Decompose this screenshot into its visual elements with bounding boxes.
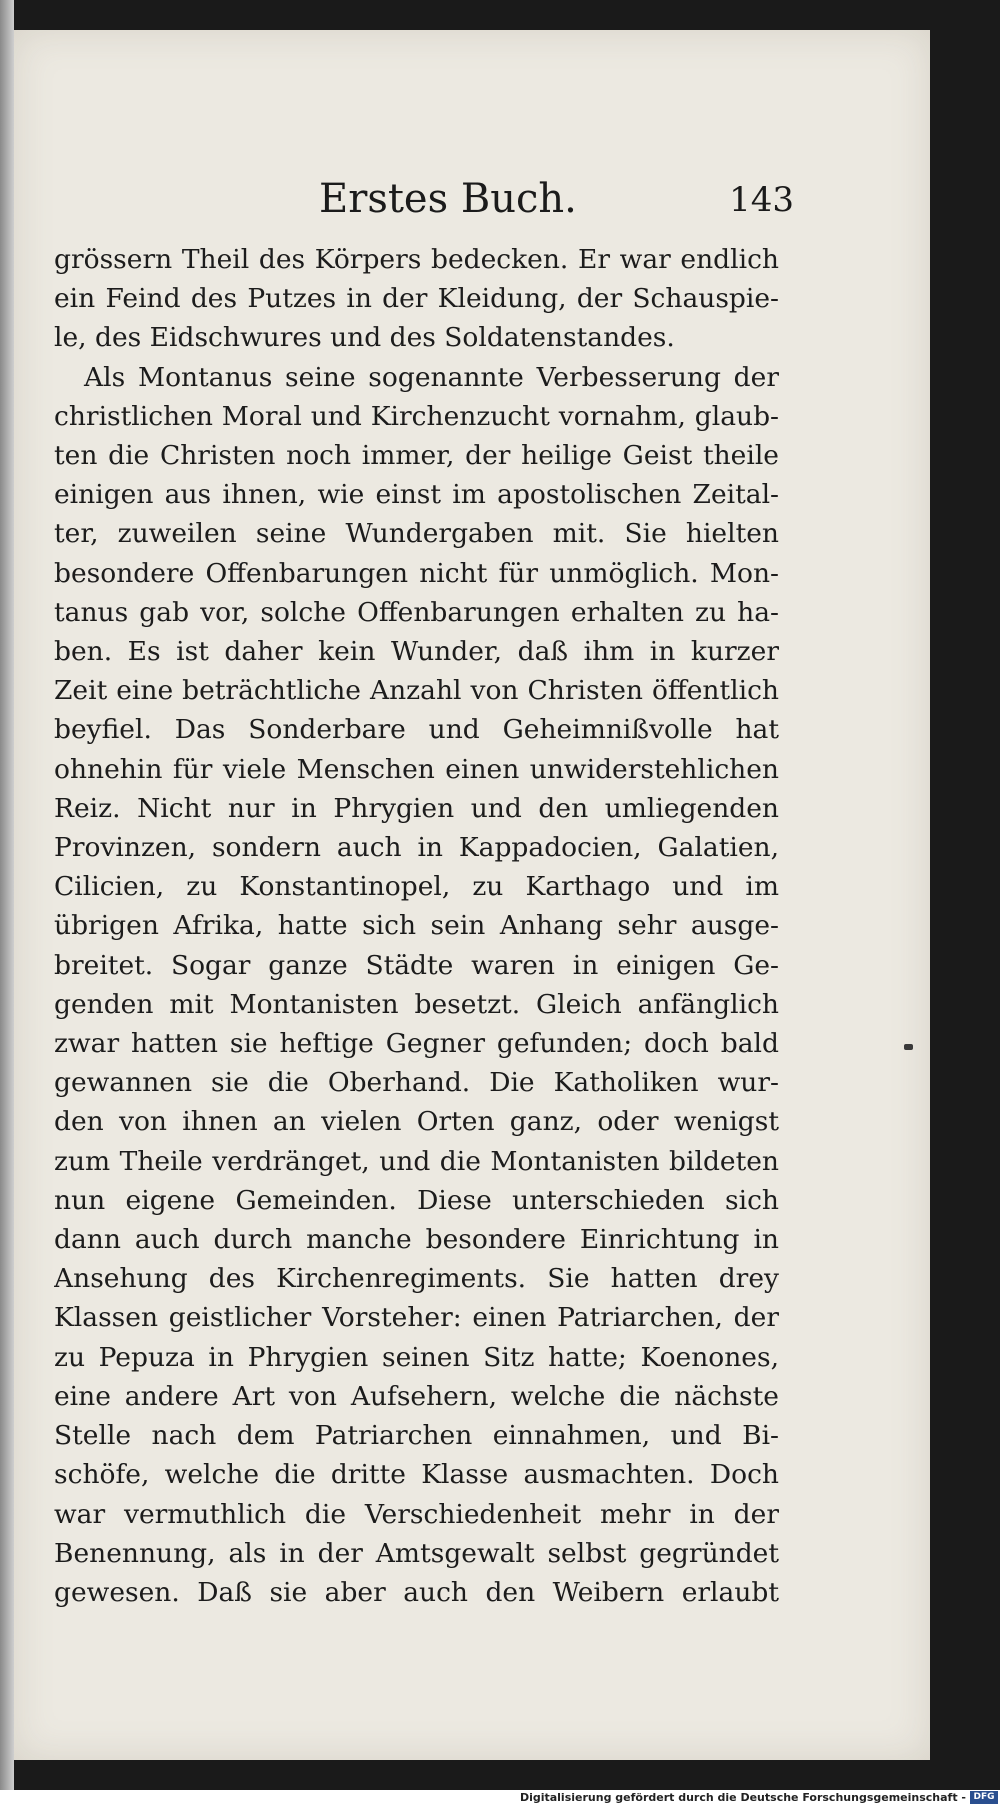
text-line: le, des Eidschwures und des Soldatenstandes. (54, 322, 675, 354)
text-line: ten die Christen noch immer, der heilige Geist theile (54, 440, 779, 472)
ink-speck (904, 1044, 913, 1050)
text-line: zwar hatten sie heftige Gegner gefunden; doch bald (54, 1028, 779, 1060)
text-line: gewesen. Daß sie aber auch den Weibern erlaubt (54, 1576, 779, 1608)
book-page (14, 30, 930, 1760)
text-line: übrigen Afrika, hatte sich sein Anhang sehr ausge- (54, 910, 779, 942)
running-head: Erstes Buch. (319, 176, 577, 222)
digitization-footer (0, 1790, 1000, 1806)
text-line: christlichen Moral und Kirchenzucht vornahm, glaub- (54, 400, 779, 432)
text-line: ohnehin für viele Menschen einen unwiderstehlichen (54, 753, 779, 785)
text-line: Stelle nach dem Patriarchen einnahmen, und Bi- (54, 1420, 779, 1452)
text-line: gewannen sie die Oberhand. Die Katholiken wur- (54, 1067, 779, 1099)
text-line: besondere Offenbarungen nicht für unmöglich. Mon- (54, 557, 779, 589)
text-line: Zeit eine beträchtliche Anzahl von Christen öffentlich (54, 675, 779, 707)
page-number: 143 (729, 180, 794, 220)
text-line: breitet. Sogar ganze Städte waren in einigen Ge- (54, 949, 779, 981)
text-line: eine andere Art von Aufsehern, welche die nächste (54, 1380, 779, 1412)
text-line: zum Theile verdränget, und die Montanisten bildeten (54, 1145, 779, 1177)
text-line: schöfe, welche die dritte Klasse ausmachten. Doch (54, 1459, 779, 1491)
text-line: tanus gab vor, solche Offenbarungen erhalten zu ha- (54, 596, 779, 628)
text-line: genden mit Montanisten besetzt. Gleich anfänglich (54, 988, 779, 1020)
text-line: beyfiel. Das Sonderbare und Geheimnißvolle hat (54, 714, 779, 746)
body-text (54, 240, 779, 1612)
text-line: nun eigene Gemeinden. Diese unterschieden sich (54, 1184, 779, 1216)
text-line: ben. Es ist daher kein Wunder, daß ihm in kurzer (54, 636, 779, 668)
text-line: war vermuthlich die Verschiedenheit mehr in der (54, 1498, 779, 1530)
text-line: Benennung, als in der Amtsgewalt selbst gegründet (54, 1537, 779, 1569)
text-line: den von ihnen an vielen Orten ganz, oder wenigst (54, 1106, 779, 1138)
text-line: ein Feind des Putzes in der Kleidung, der Schauspie- (54, 283, 779, 315)
text-line: Klassen geistlicher Vorsteher: einen Patriarchen, der (54, 1302, 779, 1334)
text-line: Als Montanus seine sogenannte Verbesserung der (84, 361, 779, 393)
footer-credit: Digitalisierung gefördert durch die Deutsche Forschungsgemeinschaft - (519, 1791, 966, 1804)
text-line: einigen aus ihnen, wie einst im apostolischen Zeital- (54, 479, 779, 511)
text-line: grössern Theil des Körpers bedecken. Er war endlich (54, 244, 779, 275)
book-edge (0, 0, 14, 1790)
text-line: Provinzen, sondern auch in Kappadocien, Galatien, (54, 832, 779, 864)
text-line: Ansehung des Kirchenregiments. Sie hatten drey (54, 1263, 779, 1295)
text-line: zu Pepuza in Phrygien seinen Sitz hatte; Koenones, (54, 1341, 779, 1373)
text-line: dann auch durch manche besondere Einrichtung in (54, 1224, 779, 1256)
dfg-logo-icon: DFG (970, 1791, 998, 1804)
text-line: Cilicien, zu Konstantinopel, zu Karthago und im (54, 871, 779, 903)
text-line: Reiz. Nicht nur in Phrygien und den umliegenden (54, 792, 779, 824)
page-header (54, 170, 794, 230)
text-line: ter, zuweilen seine Wundergaben mit. Sie hielten (54, 518, 779, 550)
